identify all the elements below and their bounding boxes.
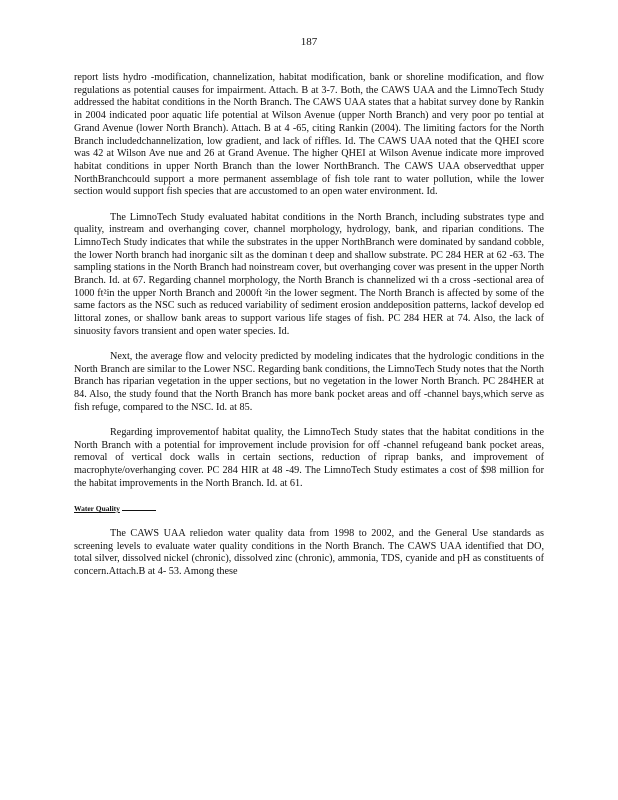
page-number: 187 bbox=[300, 36, 318, 48]
document-body bbox=[74, 72, 544, 591]
section-heading-text: Water Quality bbox=[74, 504, 120, 514]
paragraph-1: report lists hydro -modification, channelization, habitat modification, bank or shoreline modification, and flow regulations as potential causes for impairment. Attach. B at 3-7. Both, the CAWS UAA and the LimnoTech Study addressed the habitat conditions in the North Branch. The CAWS UAA states that a habitat survey done by Rankin in 2004 indicated poor aquatic life potential at Wilson Avenue (upper North Branch) and very poor po tential at Grand Avenue (lower North Branch). Attach. B at 4 -65, citing Rankin (2004). The limiting factors for the North Branch includedchannelization, low gradient, and lack of riffles. Id. The CAWS UAA noted that the QHEI score was 42 at Wilson Ave nue and 26 at Grand Avenue. The higher QHEI at Wilson Avenue indicate more improved habitat conditions in upper North Branch than the lower NorthBranch. The CAWS UAA observedthat upper NorthBranchcould support a more permanent assemblage of fish tole rant to water pollution, while the lower section would support fish species that are accustomed to an open water environment. Id. bbox=[74, 72, 544, 198]
paragraph-2: The LimnoTech Study evaluated habitat conditions in the North Branch, including substrates type and quality, instream and overhanging cover, channel morphology, hydrology, bank, and riparian conditions. The LimnoTech Study indicates that while the substrates in the upper NorthBranch were dominated by sandand cobble, the lower North branch had inorganic silt as the dominan t deep and shallow substrate. PC 284 HER at 62 -63. The sampling stations in the North Branch had noinstream cover, but overhanging cover was present in the upper North Branch. Id. at 67. Regarding channel morphology, the North Branch is channelized wi th a cross -sectional area of 1000 ft²in the upper North Branch and 2000ft ²in the lower segment. The North Branch is affected by some of the same factors as the NSC such as reduced variability of sediment erosion anddeposition patterns, lackof develop ed littoral zones, or shallow bank areas to support various life stages of fish. PC 284 HER at 74. Also, the lack of sinuosity favors transient and open water species. Id. bbox=[74, 211, 544, 337]
paragraph-5: The CAWS UAA reliedon water quality data from 1998 to 2002, and the General Use standards as screening levels to evaluate water quality conditions in the North Branch. The CAWS UAA identified that DO, total silver, dissolved nickel (chronic), dissolved zinc (chronic), ammonia, TDS, cyanide and pH as constituents of concern.Attach.B at 4- 53. Among these bbox=[74, 527, 544, 577]
heading-underline bbox=[122, 510, 156, 511]
section-heading bbox=[74, 503, 544, 516]
paragraph-3: Next, the average flow and velocity predicted by modeling indicates that the hydrologic conditions in the North Branch are similar to the Lower NSC. Regarding bank conditions, the LimnoTech Study notes that the North Branch has riparian vegetation in the upper sections, but no vegetation in the lower North Branch. PC 284HER at 84. Also, the study found that the North Branch has more bank pocket areas and off -channel bays,which serve as fish refuge, compared to the NSC. Id. at 85. bbox=[74, 351, 544, 413]
paragraph-4: Regarding improvementof habitat quality, the LimnoTech Study states that the habitat conditions in the North Branch with a potential for improvement include provision for off -channel refugeand bank pocket areas, removal of vertical dock walls in certain sections, reduction of riprap banks, and improvement of macrophyte/overhanging cover. PC 284 HIR at 48 -49. The LimnoTech Study estimates a cost of $98 million for the habitat improvements in the North Branch. Id. at 61. bbox=[74, 427, 544, 489]
